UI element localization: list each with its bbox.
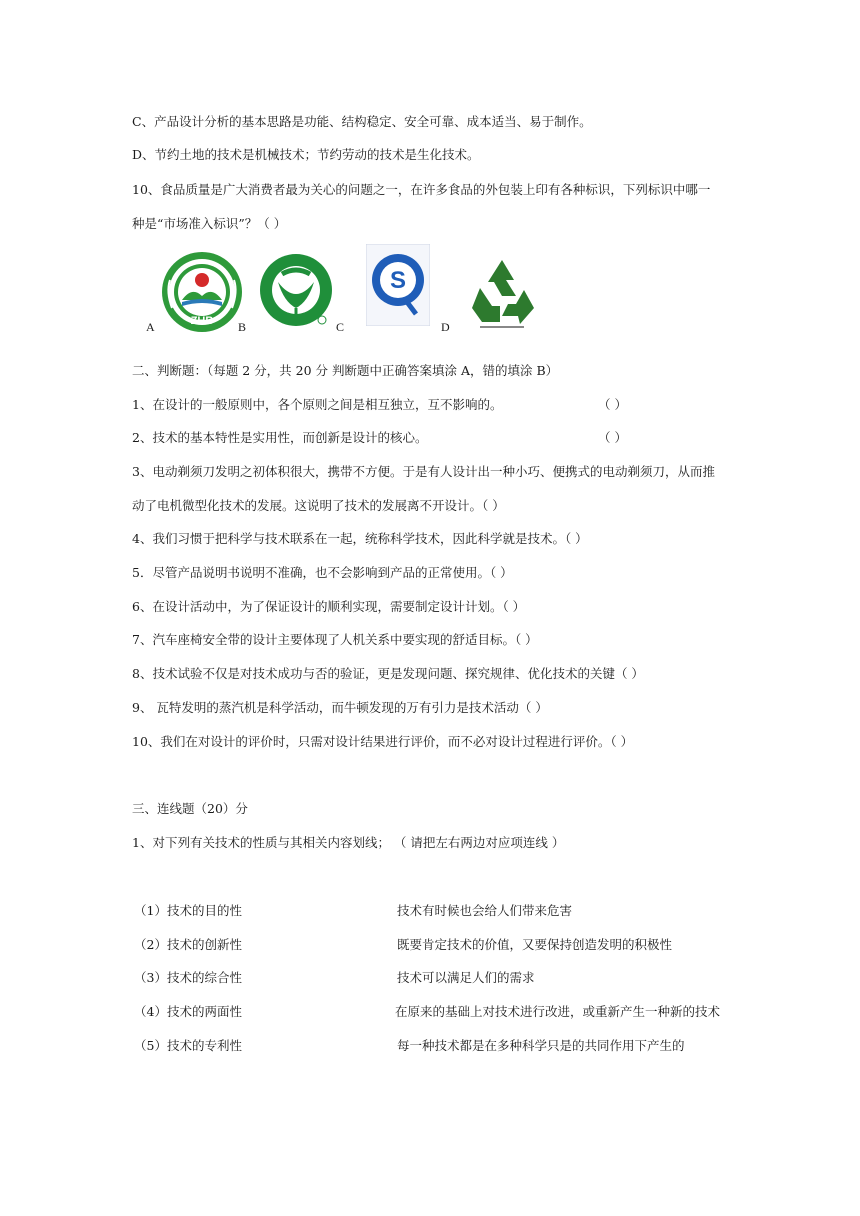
match-right-4: 在原来的基础上对技术进行改进，或重新产生一种新的技术 <box>395 1004 721 1019</box>
zhb-text: ZHB <box>190 315 214 327</box>
match-right-2: 既要肯定技术的价值，又要保持创造发明的积极性 <box>397 937 673 952</box>
judge-item-8: 8、技术试验不仅是对技术成功与否的验证，更是发现问题、探究规律、优化技术的关键（ ） <box>132 666 644 681</box>
match-left-5: （5）技术的专利性 <box>134 1038 242 1053</box>
match-left-2: （2）技术的创新性 <box>134 937 242 952</box>
section3-heading: 三、连线题（20）分 <box>132 801 248 816</box>
match-left-4: （4）技术的两面性 <box>134 1004 242 1019</box>
qs-s-text: S <box>389 267 407 294</box>
match-right-1: 技术有时候也会给人们带来危害 <box>397 903 573 918</box>
qs-market-access-label-icon <box>366 244 430 326</box>
match-left-1: （1）技术的目的性 <box>134 903 242 918</box>
question-10-line1: 10、食品质量是广大消费者最为关心的问题之一，在许多食品的外包装上印有各种标识，下列标识中哪一 <box>132 182 711 197</box>
green-food-label-icon <box>258 252 334 328</box>
judge-item-2: 2、技术的基本特性是实用性，而创新是设计的核心。 <box>132 430 428 445</box>
logo-label-a: A <box>146 320 155 334</box>
judge-item-10: 10、我们在对设计的评价时，只需对设计结果进行评价，而不必对设计过程进行评价。（ ） <box>132 734 634 749</box>
logo-options <box>140 248 560 340</box>
judge-item-1: 1、在设计的一般原则中，各个原则之间是相互独立，互不影响的。 <box>132 397 503 412</box>
judge-item-2-answer: （ ） <box>598 430 627 445</box>
judge-item-1-answer: （ ） <box>598 397 627 412</box>
judge-item-7: 7、汽车座椅安全带的设计主要体现了人机关系中要实现的舒适目标。（ ） <box>132 632 538 647</box>
judge-item-4: 4、我们习惯于把科学与技术联系在一起，统称科学技术，因此科学就是技术。（ ） <box>132 531 588 546</box>
recycling-label-icon <box>462 252 542 332</box>
judge-item-3-line2: 动了电机微型化技术的发展。这说明了技术的发展离不开设计。（ ） <box>132 498 505 513</box>
match-right-3: 技术可以满足人们的需求 <box>397 970 535 985</box>
section3-instruction: 1、对下列有关技术的性质与其相关内容划线； （ 请把左右两边对应项连线 ） <box>132 835 565 850</box>
judge-item-5: 5．尽管产品说明书说明不准确，也不会影响到产品的正常使用。（ ） <box>132 565 513 580</box>
question-10-line2: 种是“市场准入标识”？（ ） <box>132 216 287 231</box>
logo-label-b: B <box>238 320 247 334</box>
logo-label-c: C <box>336 320 345 334</box>
judge-item-9: 9、 瓦特发明的蒸汽机是科学活动，而牛顿发现的万有引力是技术活动（ ） <box>132 700 548 715</box>
zhb-environmental-label-icon <box>160 250 247 334</box>
judge-item-6: 6、在设计活动中，为了保证设计的顺利实现，需要制定设计计划。（ ） <box>132 599 526 614</box>
match-left-3: （3）技术的综合性 <box>134 970 242 985</box>
option-d: D、节约土地的技术是机械技术；节约劳动的技术是生化技术。 <box>132 147 480 162</box>
section2-heading: 二、判断题：（每题 2 分，共 20 分 判断题中正确答案填涂 A，错的填涂 B） <box>132 363 559 378</box>
match-right-5: 每一种技术都是在多种科学只是的共同作用下产生的 <box>397 1038 685 1053</box>
option-c: C、产品设计分析的基本思路是功能、结构稳定、安全可靠、成本适当、易于制作。 <box>132 114 592 129</box>
judge-item-3-line1: 3、电动剃须刀发明之初体积很大，携带不方便。于是有人设计出一种小巧、便携式的电动剃须刀，从而推 <box>132 464 715 479</box>
logo-label-d: D <box>441 320 450 334</box>
